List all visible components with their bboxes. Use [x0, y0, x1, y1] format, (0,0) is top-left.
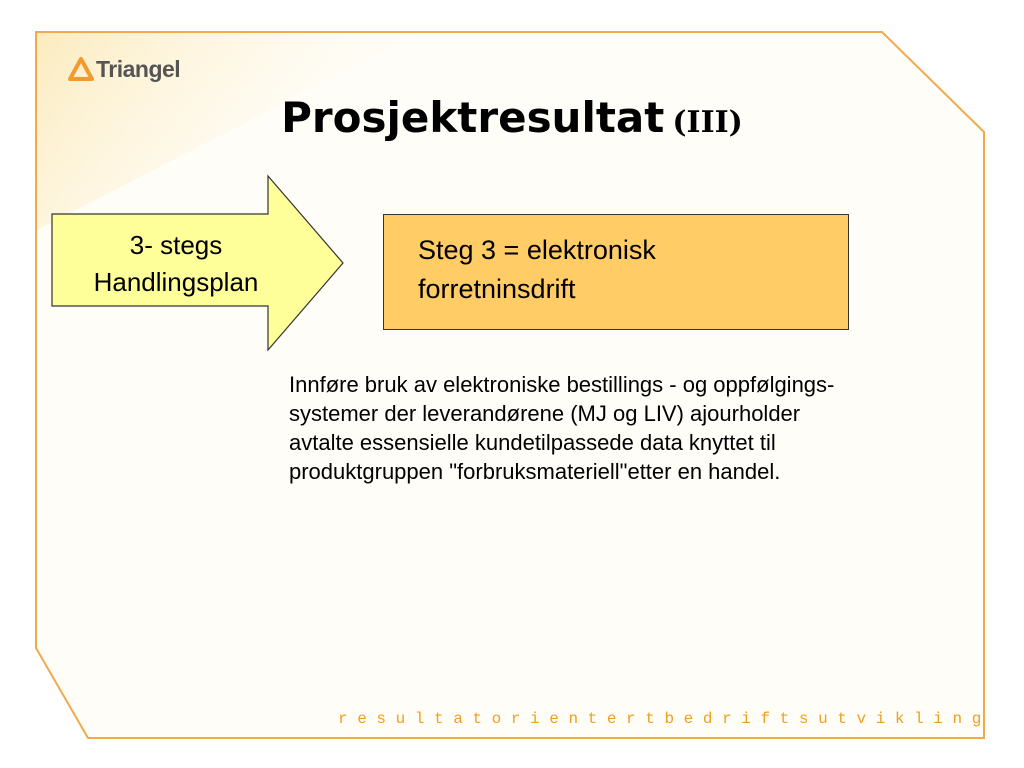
page-title — [0, 93, 1024, 142]
description-text — [289, 370, 1009, 486]
title-suffix: (III) — [672, 105, 743, 140]
arrow-label — [58, 227, 294, 301]
footer-tagline: r e s u l t a t o r i e n t e r t b e d r i f t s u t v i k l i n g — [338, 710, 982, 728]
triangel-logo — [68, 54, 180, 84]
description-line: Innføre bruk av elektroniske bestillings - og oppfølgings- — [289, 372, 835, 397]
description-line: avtalte essensielle kundetilpassede data knyttet til — [289, 430, 776, 455]
title-main: Prosjektresultat — [281, 93, 665, 142]
triangle-logo-icon — [68, 56, 94, 82]
logo-wordmark: Triangel — [96, 55, 181, 82]
description-line: systemer der leverandørene (MJ og LIV) ajourholder — [289, 401, 801, 426]
description-line: produktgruppen "forbruksmateriell"etter en handel. — [289, 459, 781, 484]
arrow-label-line2: Handlingsplan — [93, 267, 259, 297]
arrow-label-line1: 3- stegs — [129, 230, 223, 260]
step-box-label — [418, 231, 656, 309]
step-box-line1: Steg 3 = elektronisk — [418, 235, 656, 265]
step-box-line2: forretninsdrift — [418, 274, 576, 304]
step-box — [383, 214, 849, 330]
